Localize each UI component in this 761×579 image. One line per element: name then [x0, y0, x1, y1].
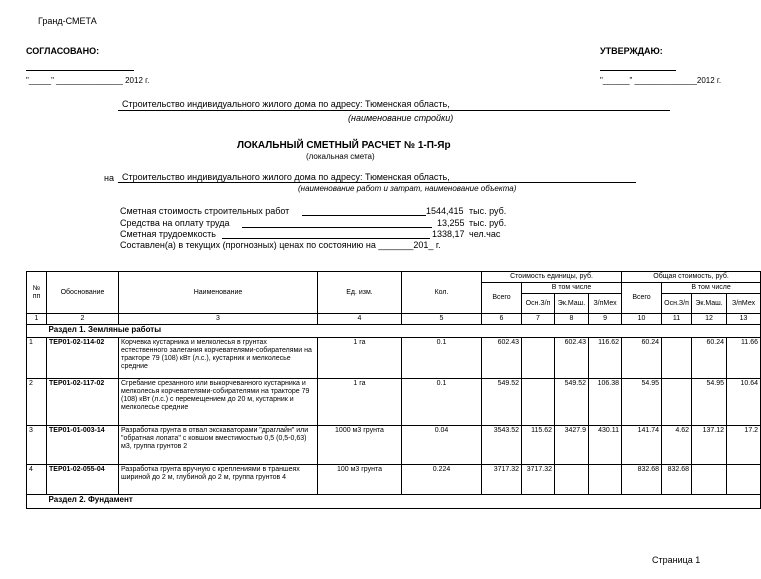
row-total-machines: 60.24 [692, 338, 727, 379]
column-number: 11 [662, 314, 692, 325]
header-unit-incl: В том числе [522, 283, 622, 294]
column-number: 2 [47, 314, 119, 325]
estimate-table [26, 271, 761, 509]
works-underline [118, 182, 636, 183]
column-number: 8 [555, 314, 589, 325]
row-num: 3 [27, 426, 47, 465]
column-number: 4 [318, 314, 402, 325]
row-unit-total: 3717.32 [482, 465, 522, 495]
cost-value: 1544,415 [426, 206, 464, 216]
signature-line-right [600, 70, 676, 71]
row-unit-wages [522, 338, 555, 379]
works-prefix: на [104, 173, 114, 183]
page-number: Страница 1 [652, 555, 701, 565]
column-number: 5 [402, 314, 482, 325]
page-title: ЛОКАЛЬНЫЙ СМЕТНЫЙ РАСЧЕТ № 1-П-Яр [237, 140, 451, 151]
row-unit-wages: 115.62 [522, 426, 555, 465]
row-qty: 0.224 [402, 465, 482, 495]
row-qty: 0.1 [402, 338, 482, 379]
row-total: 60.24 [622, 338, 662, 379]
header-basis: Обоснование [47, 272, 119, 314]
header-unit-total: Всего [482, 283, 522, 314]
table-row [27, 426, 761, 465]
row-unit-machines: 602.43 [555, 338, 589, 379]
column-number: 12 [692, 314, 727, 325]
header-unit: Ед. изм. [318, 272, 402, 314]
header-total-total: Всего [622, 283, 662, 314]
prices-text: Составлен(а) в текущих (прогнозных) ценах по состоянию на _______201_ г. [120, 240, 441, 250]
cost-line [302, 215, 426, 216]
column-number: 9 [589, 314, 622, 325]
column-number: 10 [622, 314, 662, 325]
labor-line [222, 238, 430, 239]
header-total-incl: В том числе [662, 283, 761, 294]
row-code: ТЕР01-02-114-02 [47, 338, 119, 379]
row-name: Разработка грунта в отвал экскаваторами "драглайн" или "обратная лопата" с ковшом вместимостью 0,5 (0,5-0,63) м3, группа грунтов 2 [119, 426, 318, 465]
header-unit-machines: Эк.Маш. [555, 294, 589, 314]
row-qty: 0.1 [402, 379, 482, 426]
column-number: 13 [727, 314, 761, 325]
row-total-mach-wages: 10.64 [727, 379, 761, 426]
row-num: 2 [27, 379, 47, 426]
row-total: 54.95 [622, 379, 662, 426]
labor-unit: чел.час [469, 229, 501, 239]
row-total: 832.68 [622, 465, 662, 495]
row-total-wages [662, 338, 692, 379]
wages-value: 13,255 [437, 218, 465, 228]
labor-label: Сметная трудоемкость [120, 229, 216, 239]
row-code: ТЕР01-01-003-14 [47, 426, 119, 465]
header-unit-mach-wages: З/пМех [589, 294, 622, 314]
header-total-mach-wages: З/пМех [727, 294, 761, 314]
approved-right-label: УТВЕРЖДАЮ: [600, 46, 663, 56]
column-number: 3 [119, 314, 318, 325]
table-row [27, 379, 761, 426]
header-qty: Кол. [402, 272, 482, 314]
wages-label: Средства на оплату труда [120, 218, 230, 228]
program-name: Гранд-СМЕТА [38, 16, 97, 26]
cost-unit: тыс. руб. [469, 206, 507, 216]
header-total-wages: Осн.З/п [662, 294, 692, 314]
row-unit-mach-wages: 106.38 [589, 379, 622, 426]
section-heading: Раздел 1. Земляные работы [47, 325, 761, 338]
row-unit: 1 га [318, 338, 402, 379]
approved-left-label: СОГЛАСОВАНО: [26, 46, 100, 56]
construction-caption: (наименование стройки) [348, 113, 454, 123]
row-name: Сгребание срезанного или выкорчеванного кустарника и мелколесья корчевателями-собирателями на тракторе 79 (108) кВт (л.с.) с перемещением до 20 м, кустарник и мелколесье средние [119, 379, 318, 426]
date-right: "______" ______________2012 г. [600, 76, 722, 85]
row-qty: 0.04 [402, 426, 482, 465]
header-name: Наименование [119, 272, 318, 314]
section-heading: Раздел 2. Фундамент [47, 495, 761, 509]
row-total-wages [662, 379, 692, 426]
row-unit-wages [522, 379, 555, 426]
date-left: "_____" _______________ 2012 г. [26, 76, 150, 85]
row-num: 1 [27, 338, 47, 379]
construction-underline [118, 110, 670, 111]
page-subtitle: (локальная смета) [306, 152, 375, 161]
row-total-mach-wages: 17.2 [727, 426, 761, 465]
column-number: 7 [522, 314, 555, 325]
row-unit-total: 3543.52 [482, 426, 522, 465]
row-unit-machines [555, 465, 589, 495]
row-name: Разработка грунта вручную с креплениями в траншеях шириной до 2 м, глубиной до 2 м, группа грунтов 4 [119, 465, 318, 495]
row-unit-machines: 3427.9 [555, 426, 589, 465]
row-unit-machines: 549.52 [555, 379, 589, 426]
row-unit-mach-wages: 430.11 [589, 426, 622, 465]
row-code: ТЕР01-02-055-04 [47, 465, 119, 495]
row-num: 4 [27, 465, 47, 495]
table-row [27, 338, 761, 379]
row-code: ТЕР01-02-117-02 [47, 379, 119, 426]
header-total-cost: Общая стоимость, руб. [622, 272, 761, 283]
works-name: Строительство индивидуального жилого дома по адресу: Тюменская область, [122, 172, 450, 182]
row-name: Корчевка кустарника и мелколесья в грунтах естественного залегания корчевателями-собирателями на тракторе 79 (108) кВт (л.с.), кустарник и мелколесье средние [119, 338, 318, 379]
header-unit-cost: Стоимость единицы, руб. [482, 272, 622, 283]
row-unit-total: 549.52 [482, 379, 522, 426]
column-number: 1 [27, 314, 47, 325]
row-total-machines: 137.12 [692, 426, 727, 465]
signature-line-left [26, 70, 134, 71]
row-unit: 1000 м3 грунта [318, 426, 402, 465]
header-num: № пп [27, 272, 47, 314]
row-unit-total: 602.43 [482, 338, 522, 379]
construction-name: Строительство индивидуального жилого дома по адресу: Тюменская область, [122, 99, 450, 109]
column-numbers-row [27, 314, 761, 325]
labor-value: 1338,17 [432, 229, 465, 239]
column-number: 6 [482, 314, 522, 325]
row-unit: 1 га [318, 379, 402, 426]
wages-unit: тыс. руб. [469, 218, 507, 228]
row-unit-mach-wages: 116.62 [589, 338, 622, 379]
row-total-machines [692, 465, 727, 495]
row-total-machines: 54.95 [692, 379, 727, 426]
row-unit-mach-wages [589, 465, 622, 495]
wages-line [242, 227, 432, 228]
works-caption: (наименование работ и затрат, наименование объекта) [298, 184, 517, 193]
table-row [27, 465, 761, 495]
cost-label: Сметная стоимость строительных работ [120, 206, 290, 216]
row-total-wages: 4.62 [662, 426, 692, 465]
row-total-mach-wages [727, 465, 761, 495]
row-unit: 100 м3 грунта [318, 465, 402, 495]
row-total-wages: 832.68 [662, 465, 692, 495]
header-total-machines: Эк.Маш. [692, 294, 727, 314]
row-total: 141.74 [622, 426, 662, 465]
header-unit-wages: Осн.З/п [522, 294, 555, 314]
row-total-mach-wages: 11.66 [727, 338, 761, 379]
row-unit-wages: 3717.32 [522, 465, 555, 495]
